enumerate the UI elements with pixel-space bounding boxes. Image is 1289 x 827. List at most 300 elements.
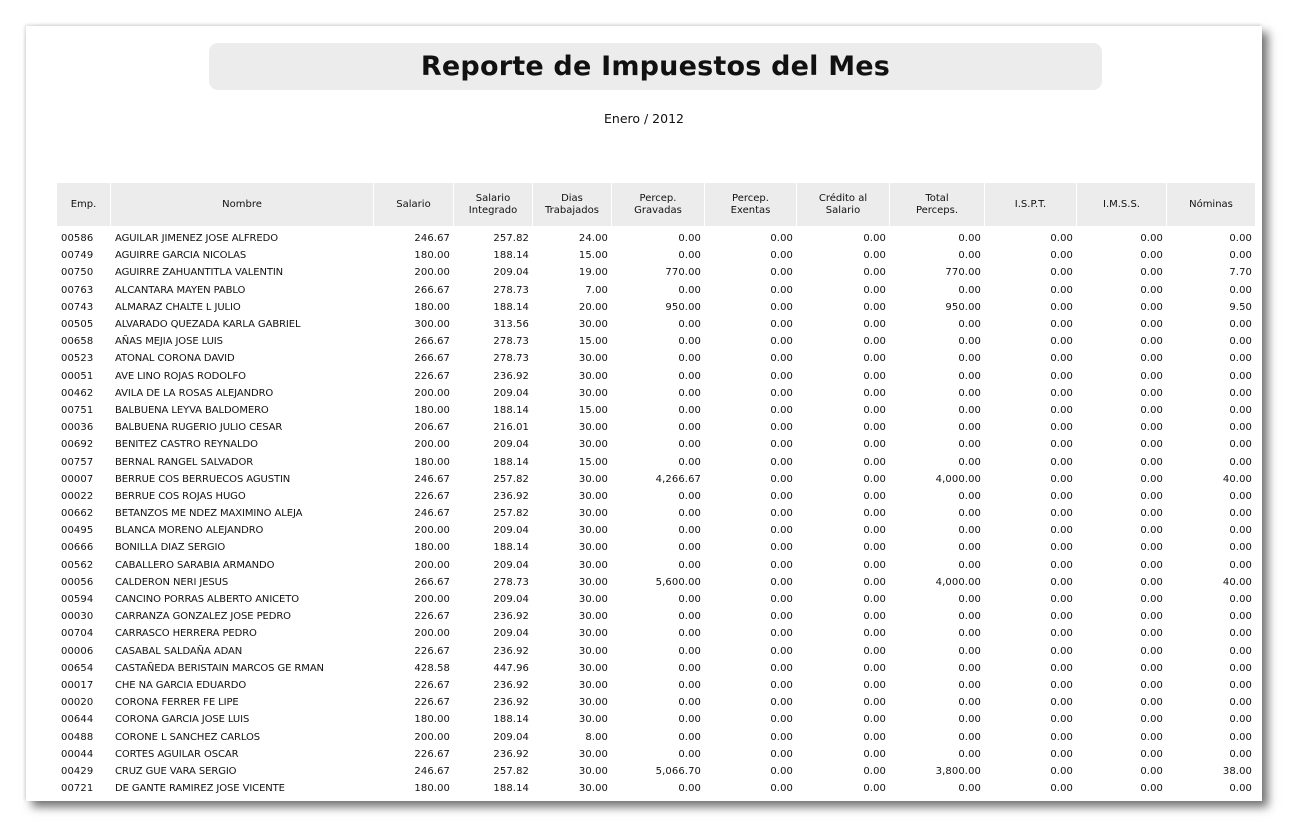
cell-total-perceps: 0.00 <box>958 233 981 245</box>
cell-dias-trabajados: 30.00 <box>578 679 608 691</box>
cell-nominas: 0.00 <box>1229 336 1252 348</box>
cell-imss: 0.00 <box>1140 679 1163 691</box>
cell-salario-integrado: 188.14 <box>493 250 529 262</box>
cell-dias-trabajados: 30.00 <box>578 353 608 365</box>
cell-nombre: AÑAS MEJIA JOSE LUIS <box>115 336 223 348</box>
cell-salario-integrado: 209.04 <box>493 387 529 399</box>
table-row <box>57 471 1256 488</box>
cell-total-perceps: 4,000.00 <box>935 473 981 485</box>
cell-nombre: ALMARAZ CHALTE L JULIO <box>115 301 241 313</box>
cell-salario-integrado: 209.04 <box>493 731 529 743</box>
cell-percep-gravadas: 4,266.67 <box>655 473 701 485</box>
table-row <box>57 625 1256 642</box>
cell-salario: 180.00 <box>414 404 450 416</box>
cell-imss: 0.00 <box>1140 714 1163 726</box>
column-header-percep-exentas: Percep. Exentas <box>705 183 797 226</box>
report-period: Enero / 2012 <box>604 111 684 126</box>
cell-percep-exentas: 0.00 <box>770 662 793 674</box>
cell-ispt: 0.00 <box>1050 456 1073 468</box>
cell-total-perceps: 0.00 <box>958 731 981 743</box>
cell-percep-exentas: 0.00 <box>770 284 793 296</box>
cell-emp: 00007 <box>61 473 94 485</box>
cell-emp: 00462 <box>61 387 94 399</box>
cell-emp: 00429 <box>61 765 94 777</box>
cell-ispt: 0.00 <box>1050 679 1073 691</box>
cell-total-perceps: 0.00 <box>958 783 981 795</box>
cell-imss: 0.00 <box>1140 456 1163 468</box>
cell-salario-integrado: 236.92 <box>493 697 529 709</box>
table-header-row <box>57 183 1256 226</box>
cell-salario: 226.67 <box>414 679 450 691</box>
cell-percep-gravadas: 5,600.00 <box>655 576 701 588</box>
column-header-salario-integrado: Salario Integrado <box>454 183 533 226</box>
cell-imss: 0.00 <box>1140 611 1163 623</box>
cell-salario-integrado: 278.73 <box>493 336 529 348</box>
cell-percep-gravadas: 0.00 <box>678 594 701 606</box>
cell-total-perceps: 0.00 <box>958 697 981 709</box>
cell-imss: 0.00 <box>1140 645 1163 657</box>
cell-salario: 180.00 <box>414 250 450 262</box>
table-row <box>57 746 1256 763</box>
column-header-nominas: Nóminas <box>1167 183 1256 226</box>
cell-percep-exentas: 0.00 <box>770 422 793 434</box>
cell-nominas: 0.00 <box>1229 594 1252 606</box>
cell-nominas: 0.00 <box>1229 422 1252 434</box>
cell-ispt: 0.00 <box>1050 714 1073 726</box>
column-header-salario: Salario <box>374 183 454 226</box>
cell-emp: 00662 <box>61 508 94 520</box>
cell-dias-trabajados: 15.00 <box>578 456 608 468</box>
cell-ispt: 0.00 <box>1050 525 1073 537</box>
cell-credito-salario: 0.00 <box>863 731 886 743</box>
cell-percep-gravadas: 0.00 <box>678 628 701 640</box>
cell-percep-exentas: 0.00 <box>770 508 793 520</box>
cell-total-perceps: 770.00 <box>945 267 981 279</box>
cell-nominas: 0.00 <box>1229 731 1252 743</box>
cell-salario: 246.67 <box>414 233 450 245</box>
cell-percep-gravadas: 0.00 <box>678 319 701 331</box>
cell-percep-exentas: 0.00 <box>770 370 793 382</box>
cell-nominas: 0.00 <box>1229 679 1252 691</box>
cell-salario-integrado: 236.92 <box>493 490 529 502</box>
cell-credito-salario: 0.00 <box>863 576 886 588</box>
cell-nominas: 38.00 <box>1222 765 1252 777</box>
cell-total-perceps: 3,800.00 <box>935 765 981 777</box>
cell-total-perceps: 0.00 <box>958 594 981 606</box>
cell-percep-exentas: 0.00 <box>770 439 793 451</box>
cell-percep-exentas: 0.00 <box>770 542 793 554</box>
cell-dias-trabajados: 30.00 <box>578 576 608 588</box>
cell-ispt: 0.00 <box>1050 611 1073 623</box>
cell-percep-exentas: 0.00 <box>770 250 793 262</box>
cell-imss: 0.00 <box>1140 783 1163 795</box>
cell-credito-salario: 0.00 <box>863 714 886 726</box>
cell-total-perceps: 0.00 <box>958 628 981 640</box>
cell-ispt: 0.00 <box>1050 697 1073 709</box>
cell-nominas: 40.00 <box>1222 473 1252 485</box>
cell-emp: 00750 <box>61 267 94 279</box>
cell-dias-trabajados: 24.00 <box>578 233 608 245</box>
table-row <box>57 574 1256 591</box>
cell-ispt: 0.00 <box>1050 422 1073 434</box>
table-row <box>57 436 1256 453</box>
cell-percep-exentas: 0.00 <box>770 679 793 691</box>
cell-dias-trabajados: 30.00 <box>578 645 608 657</box>
cell-credito-salario: 0.00 <box>863 662 886 674</box>
table-row <box>57 247 1256 264</box>
table-row <box>57 226 1256 247</box>
cell-salario-integrado: 236.92 <box>493 370 529 382</box>
table-row <box>57 385 1256 402</box>
cell-nombre: CALDERON NERI JESUS <box>115 576 229 588</box>
cell-percep-gravadas: 0.00 <box>678 697 701 709</box>
cell-dias-trabajados: 15.00 <box>578 404 608 416</box>
cell-percep-exentas: 0.00 <box>770 765 793 777</box>
cell-emp: 00594 <box>61 594 94 606</box>
cell-percep-exentas: 0.00 <box>770 611 793 623</box>
cell-imss: 0.00 <box>1140 559 1163 571</box>
cell-total-perceps: 0.00 <box>958 250 981 262</box>
cell-emp: 00666 <box>61 542 94 554</box>
table-row <box>57 522 1256 539</box>
cell-ispt: 0.00 <box>1050 662 1073 674</box>
cell-nombre: CARRANZA GONZALEZ JOSE PEDRO <box>115 611 291 623</box>
tax-report-table <box>57 183 1256 797</box>
cell-salario-integrado: 188.14 <box>493 783 529 795</box>
cell-credito-salario: 0.00 <box>863 490 886 502</box>
table-row <box>57 694 1256 711</box>
cell-credito-salario: 0.00 <box>863 336 886 348</box>
cell-nominas: 0.00 <box>1229 404 1252 416</box>
cell-credito-salario: 0.00 <box>863 765 886 777</box>
cell-ispt: 0.00 <box>1050 353 1073 365</box>
cell-emp: 00562 <box>61 559 94 571</box>
cell-salario-integrado: 236.92 <box>493 645 529 657</box>
cell-ispt: 0.00 <box>1050 559 1073 571</box>
cell-nominas: 0.00 <box>1229 284 1252 296</box>
cell-emp: 00056 <box>61 576 94 588</box>
cell-emp: 00586 <box>61 233 94 245</box>
cell-nominas: 0.00 <box>1229 490 1252 502</box>
report-page <box>26 26 1262 801</box>
cell-percep-gravadas: 0.00 <box>678 422 701 434</box>
cell-percep-gravadas: 0.00 <box>678 353 701 365</box>
cell-emp: 00036 <box>61 422 94 434</box>
cell-nombre: AVILA DE LA ROSAS ALEJANDRO <box>115 387 274 399</box>
cell-credito-salario: 0.00 <box>863 473 886 485</box>
cell-ispt: 0.00 <box>1050 576 1073 588</box>
cell-ispt: 0.00 <box>1050 370 1073 382</box>
cell-salario: 180.00 <box>414 714 450 726</box>
cell-imss: 0.00 <box>1140 525 1163 537</box>
cell-nombre: BERNAL RANGEL SALVADOR <box>115 456 254 468</box>
cell-nombre: DE GANTE RAMIREZ JOSE VICENTE <box>115 783 285 795</box>
cell-imss: 0.00 <box>1140 576 1163 588</box>
cell-emp: 00743 <box>61 301 94 313</box>
cell-credito-salario: 0.00 <box>863 611 886 623</box>
cell-nominas: 0.00 <box>1229 508 1252 520</box>
cell-dias-trabajados: 30.00 <box>578 697 608 709</box>
cell-total-perceps: 0.00 <box>958 422 981 434</box>
cell-ispt: 0.00 <box>1050 731 1073 743</box>
cell-salario-integrado: 188.14 <box>493 714 529 726</box>
cell-salario: 226.67 <box>414 611 450 623</box>
cell-credito-salario: 0.00 <box>863 439 886 451</box>
cell-nombre: AGUILAR JIMENEZ JOSE ALFREDO <box>115 233 278 245</box>
cell-salario: 266.67 <box>414 284 450 296</box>
table-row <box>57 557 1256 574</box>
cell-percep-gravadas: 0.00 <box>678 559 701 571</box>
cell-salario: 226.67 <box>414 370 450 382</box>
cell-emp: 00022 <box>61 490 94 502</box>
cell-imss: 0.00 <box>1140 490 1163 502</box>
cell-percep-gravadas: 0.00 <box>678 404 701 416</box>
cell-percep-gravadas: 0.00 <box>678 250 701 262</box>
table-row <box>57 453 1256 470</box>
cell-percep-gravadas: 0.00 <box>678 611 701 623</box>
cell-total-perceps: 0.00 <box>958 525 981 537</box>
cell-credito-salario: 0.00 <box>863 594 886 606</box>
table-row <box>57 402 1256 419</box>
cell-salario-integrado: 209.04 <box>493 559 529 571</box>
cell-percep-exentas: 0.00 <box>770 731 793 743</box>
cell-emp: 00505 <box>61 319 94 331</box>
cell-salario-integrado: 209.04 <box>493 525 529 537</box>
cell-percep-exentas: 0.00 <box>770 714 793 726</box>
cell-total-perceps: 0.00 <box>958 456 981 468</box>
cell-nominas: 0.00 <box>1229 611 1252 623</box>
cell-imss: 0.00 <box>1140 267 1163 279</box>
cell-percep-gravadas: 0.00 <box>678 542 701 554</box>
cell-total-perceps: 0.00 <box>958 284 981 296</box>
cell-nombre: ATONAL CORONA DAVID <box>115 353 235 365</box>
column-header-ispt: I.S.P.T. <box>985 183 1077 226</box>
cell-imss: 0.00 <box>1140 765 1163 777</box>
cell-percep-gravadas: 0.00 <box>678 714 701 726</box>
cell-total-perceps: 0.00 <box>958 370 981 382</box>
cell-ispt: 0.00 <box>1050 387 1073 399</box>
cell-nominas: 0.00 <box>1229 697 1252 709</box>
cell-credito-salario: 0.00 <box>863 628 886 640</box>
cell-dias-trabajados: 8.00 <box>585 731 608 743</box>
cell-percep-exentas: 0.00 <box>770 473 793 485</box>
cell-salario-integrado: 278.73 <box>493 576 529 588</box>
cell-salario: 226.67 <box>414 645 450 657</box>
cell-imss: 0.00 <box>1140 319 1163 331</box>
cell-percep-gravadas: 0.00 <box>678 439 701 451</box>
cell-nombre: AGUIRRE GARCIA NICOLAS <box>115 250 247 262</box>
column-header-credito-salario: Crédito al Salario <box>797 183 890 226</box>
cell-dias-trabajados: 30.00 <box>578 525 608 537</box>
cell-percep-gravadas: 0.00 <box>678 490 701 502</box>
cell-percep-exentas: 0.00 <box>770 525 793 537</box>
cell-nombre: BERRUE COS BERRUECOS AGUSTIN <box>115 473 291 485</box>
cell-nominas: 0.00 <box>1229 387 1252 399</box>
cell-dias-trabajados: 30.00 <box>578 319 608 331</box>
cell-dias-trabajados: 30.00 <box>578 628 608 640</box>
cell-nominas: 0.00 <box>1229 748 1252 760</box>
table-row <box>57 660 1256 677</box>
cell-imss: 0.00 <box>1140 387 1163 399</box>
cell-emp: 00704 <box>61 628 94 640</box>
cell-nominas: 40.00 <box>1222 576 1252 588</box>
cell-credito-salario: 0.00 <box>863 284 886 296</box>
cell-total-perceps: 0.00 <box>958 714 981 726</box>
cell-total-perceps: 0.00 <box>958 387 981 399</box>
cell-salario-integrado: 188.14 <box>493 301 529 313</box>
cell-salario: 200.00 <box>414 594 450 606</box>
column-header-percep-gravadas: Percep. Gravadas <box>612 183 705 226</box>
cell-total-perceps: 0.00 <box>958 319 981 331</box>
cell-emp: 00044 <box>61 748 94 760</box>
table-row <box>57 316 1256 333</box>
cell-nombre: CRUZ GUE VARA SERGIO <box>115 765 237 777</box>
cell-nombre: BLANCA MORENO ALEJANDRO <box>115 525 264 537</box>
cell-emp: 00644 <box>61 714 94 726</box>
report-title: Reporte de Impuestos del Mes <box>420 51 891 82</box>
cell-total-perceps: 0.00 <box>958 679 981 691</box>
cell-nombre: CANCINO PORRAS ALBERTO ANICETO <box>115 594 300 606</box>
cell-ispt: 0.00 <box>1050 250 1073 262</box>
cell-ispt: 0.00 <box>1050 765 1073 777</box>
cell-salario-integrado: 188.14 <box>493 456 529 468</box>
cell-dias-trabajados: 15.00 <box>578 336 608 348</box>
cell-nombre: ALVARADO QUEZADA KARLA GABRIEL <box>115 319 301 331</box>
cell-salario: 266.67 <box>414 576 450 588</box>
cell-salario: 246.67 <box>414 508 450 520</box>
cell-percep-gravadas: 770.00 <box>665 267 701 279</box>
cell-nombre: CORONE L SANCHEZ CARLOS <box>115 731 261 743</box>
cell-percep-exentas: 0.00 <box>770 559 793 571</box>
column-header-imss: I.M.S.S. <box>1077 183 1167 226</box>
cell-ispt: 0.00 <box>1050 594 1073 606</box>
cell-credito-salario: 0.00 <box>863 783 886 795</box>
cell-total-perceps: 0.00 <box>958 542 981 554</box>
cell-salario-integrado: 209.04 <box>493 594 529 606</box>
cell-percep-exentas: 0.00 <box>770 490 793 502</box>
cell-ispt: 0.00 <box>1050 748 1073 760</box>
cell-percep-exentas: 0.00 <box>770 319 793 331</box>
cell-dias-trabajados: 7.00 <box>585 284 608 296</box>
cell-total-perceps: 950.00 <box>945 301 981 313</box>
cell-emp: 00757 <box>61 456 94 468</box>
cell-credito-salario: 0.00 <box>863 508 886 520</box>
cell-salario-integrado: 257.82 <box>493 508 529 520</box>
cell-credito-salario: 0.00 <box>863 422 886 434</box>
cell-percep-gravadas: 0.00 <box>678 387 701 399</box>
cell-salario-integrado: 188.14 <box>493 404 529 416</box>
cell-nominas: 0.00 <box>1229 353 1252 365</box>
cell-salario-integrado: 257.82 <box>493 765 529 777</box>
cell-total-perceps: 0.00 <box>958 611 981 623</box>
cell-nominas: 0.00 <box>1229 456 1252 468</box>
cell-imss: 0.00 <box>1140 697 1163 709</box>
cell-salario: 226.67 <box>414 748 450 760</box>
cell-salario: 246.67 <box>414 473 450 485</box>
cell-imss: 0.00 <box>1140 731 1163 743</box>
cell-nominas: 0.00 <box>1229 714 1252 726</box>
cell-dias-trabajados: 30.00 <box>578 765 608 777</box>
cell-salario: 266.67 <box>414 336 450 348</box>
cell-nombre: CORTES AGUILAR OSCAR <box>115 748 239 760</box>
table-row <box>57 299 1256 316</box>
cell-nominas: 0.00 <box>1229 542 1252 554</box>
cell-credito-salario: 0.00 <box>863 559 886 571</box>
cell-percep-gravadas: 0.00 <box>678 645 701 657</box>
cell-nombre: AGUIRRE ZAHUANTITLA VALENTIN <box>115 267 284 279</box>
cell-percep-gravadas: 0.00 <box>678 456 701 468</box>
cell-credito-salario: 0.00 <box>863 645 886 657</box>
cell-percep-exentas: 0.00 <box>770 456 793 468</box>
cell-percep-exentas: 0.00 <box>770 353 793 365</box>
cell-imss: 0.00 <box>1140 628 1163 640</box>
cell-imss: 0.00 <box>1140 662 1163 674</box>
table-row <box>57 419 1256 436</box>
cell-salario: 226.67 <box>414 490 450 502</box>
cell-salario: 200.00 <box>414 525 450 537</box>
cell-nominas: 0.00 <box>1229 233 1252 245</box>
cell-nominas: 0.00 <box>1229 319 1252 331</box>
cell-ispt: 0.00 <box>1050 645 1073 657</box>
cell-nombre: BALBUENA RUGERIO JULIO CESAR <box>115 422 283 434</box>
cell-nombre: CARRASCO HERRERA PEDRO <box>115 628 257 640</box>
cell-emp: 00721 <box>61 783 94 795</box>
cell-emp: 00488 <box>61 731 94 743</box>
cell-salario: 266.67 <box>414 353 450 365</box>
cell-nominas: 0.00 <box>1229 250 1252 262</box>
cell-total-perceps: 0.00 <box>958 748 981 760</box>
cell-imss: 0.00 <box>1140 284 1163 296</box>
cell-dias-trabajados: 30.00 <box>578 594 608 606</box>
cell-percep-exentas: 0.00 <box>770 336 793 348</box>
cell-salario-integrado: 188.14 <box>493 542 529 554</box>
cell-imss: 0.00 <box>1140 748 1163 760</box>
cell-dias-trabajados: 30.00 <box>578 662 608 674</box>
cell-imss: 0.00 <box>1140 233 1163 245</box>
cell-imss: 0.00 <box>1140 370 1163 382</box>
table-row <box>57 350 1256 367</box>
cell-imss: 0.00 <box>1140 404 1163 416</box>
cell-percep-exentas: 0.00 <box>770 233 793 245</box>
cell-salario-integrado: 447.96 <box>493 662 529 674</box>
cell-percep-exentas: 0.00 <box>770 628 793 640</box>
cell-percep-gravadas: 0.00 <box>678 525 701 537</box>
cell-percep-gravadas: 0.00 <box>678 508 701 520</box>
cell-total-perceps: 0.00 <box>958 508 981 520</box>
cell-salario-integrado: 216.01 <box>493 422 529 434</box>
cell-emp: 00751 <box>61 404 94 416</box>
cell-nombre: BALBUENA LEYVA BALDOMERO <box>115 404 269 416</box>
cell-salario-integrado: 236.92 <box>493 748 529 760</box>
cell-ispt: 0.00 <box>1050 473 1073 485</box>
cell-ispt: 0.00 <box>1050 336 1073 348</box>
table-row <box>57 728 1256 745</box>
cell-nominas: 0.00 <box>1229 628 1252 640</box>
cell-dias-trabajados: 30.00 <box>578 490 608 502</box>
cell-nombre: CORONA FERRER FE LIPE <box>115 697 239 709</box>
cell-credito-salario: 0.00 <box>863 456 886 468</box>
table-row <box>57 591 1256 608</box>
cell-salario: 300.00 <box>414 319 450 331</box>
cell-dias-trabajados: 20.00 <box>578 301 608 313</box>
cell-emp: 00006 <box>61 645 94 657</box>
cell-emp: 00020 <box>61 697 94 709</box>
cell-percep-exentas: 0.00 <box>770 697 793 709</box>
cell-percep-exentas: 0.00 <box>770 267 793 279</box>
cell-emp: 00523 <box>61 353 94 365</box>
cell-imss: 0.00 <box>1140 594 1163 606</box>
cell-dias-trabajados: 15.00 <box>578 250 608 262</box>
